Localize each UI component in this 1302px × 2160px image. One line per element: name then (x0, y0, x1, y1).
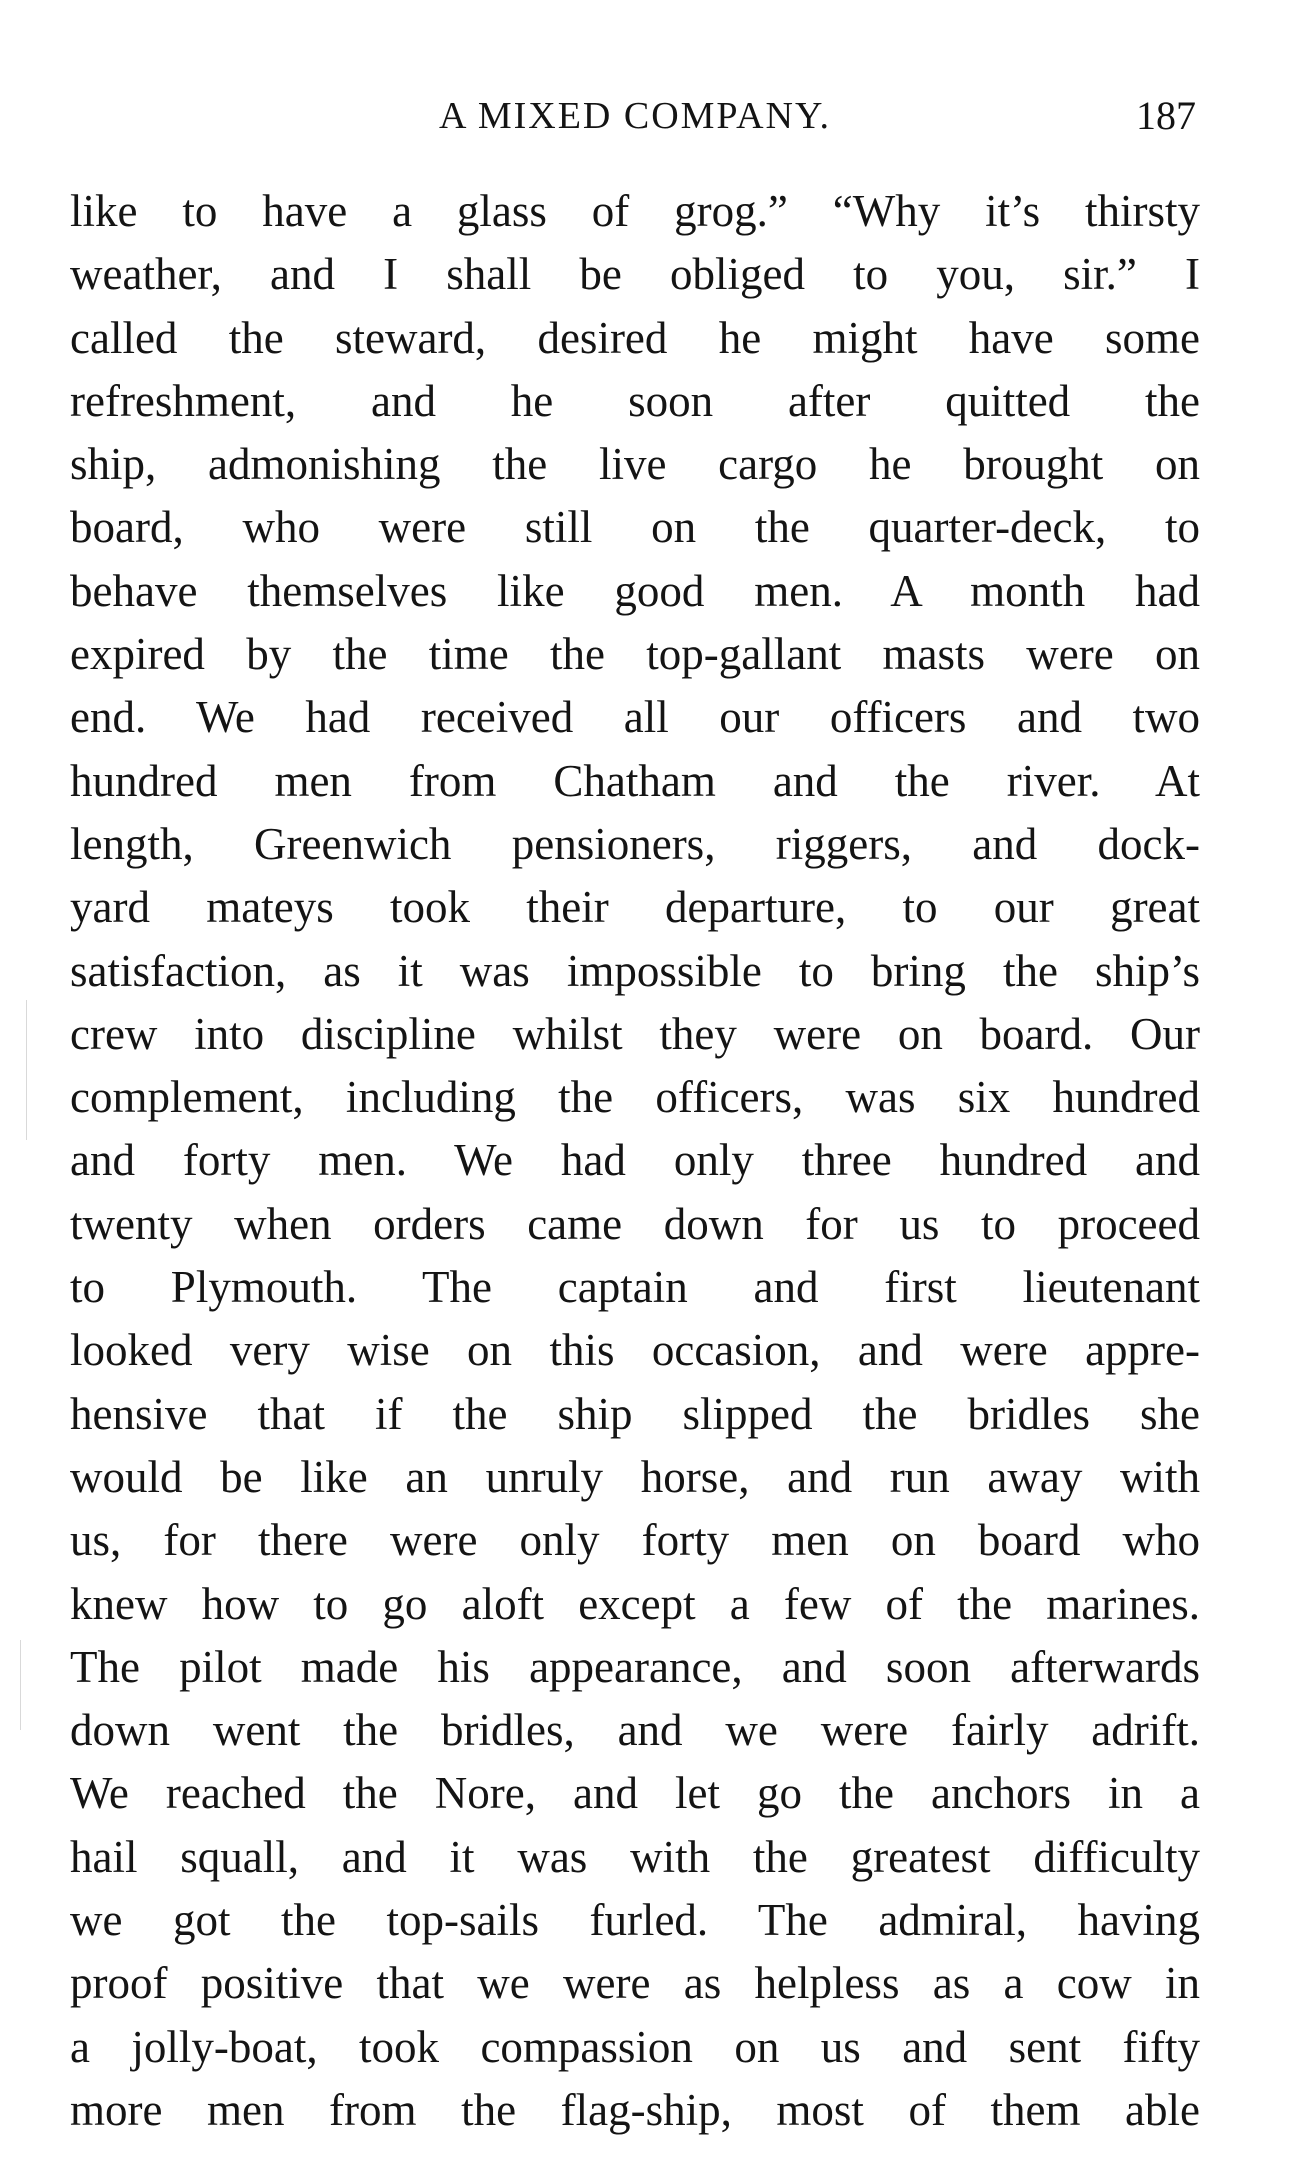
text-line: called the steward, desired he might have some (70, 312, 1200, 363)
text-line: hail squall, and it was with the greatest difficulty (70, 1831, 1200, 1882)
text-line: yard mateys took their departure, to our great (70, 882, 1200, 933)
text-line: down went the bridles, and we were fairly adrift. (70, 1705, 1200, 1756)
text-line: satisfaction, as it was impossible to bring the ship’s (70, 945, 1200, 996)
text-line: like to have a glass of grog.” “Why it’s thirsty (70, 186, 1200, 236)
text-line: end. We had received all our officers and two (70, 692, 1200, 743)
text-line: we got the top-sails furled. The admiral, having (70, 1895, 1200, 1946)
text-line: refreshment, and he soon after quitted the (70, 375, 1200, 426)
text-line: The pilot made his appearance, and soon afterwards (70, 1641, 1200, 1692)
text-line: weather, and I shall be obliged to you, sir.” I (70, 249, 1200, 300)
text-line: crew into discipline whilst they were on board. Our (70, 1008, 1200, 1059)
page-number: 187 (1136, 93, 1196, 138)
text-line: complement, including the officers, was six hundred (70, 1072, 1200, 1123)
text-line: behave themselves like good men. A month had (70, 565, 1200, 616)
text-line: expired by the time the top-gallant masts were on (70, 629, 1200, 680)
text-line: us, for there were only forty men on board who (70, 1515, 1200, 1566)
text-line: looked very wise on this occasion, and were appre- (70, 1325, 1200, 1376)
text-line: knew how to go aloft except a few of the marines. (70, 1578, 1200, 1629)
text-line: We reached the Nore, and let go the anchors in a (70, 1768, 1200, 1819)
text-line: would be like an unruly horse, and run away with (70, 1451, 1200, 1502)
text-line: to Plymouth. The captain and first lieutenant (70, 1262, 1200, 1313)
text-line: length, Greenwich pensioners, riggers, and dock- (70, 818, 1200, 869)
scan-edge-mark (26, 1000, 27, 1140)
text-line: twenty when orders came down for us to proceed (70, 1198, 1200, 1249)
running-title: A MIXED COMPANY. (438, 95, 832, 137)
text-line: ship, admonishing the live cargo he brought on (70, 439, 1200, 490)
text-line: and forty men. We had only three hundred and (70, 1135, 1200, 1186)
scan-edge-mark (20, 1640, 21, 1730)
text-line: proof positive that we were as helpless as a cow in (70, 1958, 1200, 2009)
text-line: hundred men from Chatham and the river. At (70, 755, 1200, 806)
text-line: more men from the flag-ship, most of them able (70, 2084, 1200, 2135)
text-line: a jolly-boat, took compassion on us and sent fifty (70, 2021, 1200, 2072)
body-text (70, 180, 1200, 2142)
running-head (70, 88, 1200, 144)
text-line: hensive that if the ship slipped the bridles she (70, 1388, 1200, 1439)
text-line: board, who were still on the quarter-deck, to (70, 502, 1200, 553)
